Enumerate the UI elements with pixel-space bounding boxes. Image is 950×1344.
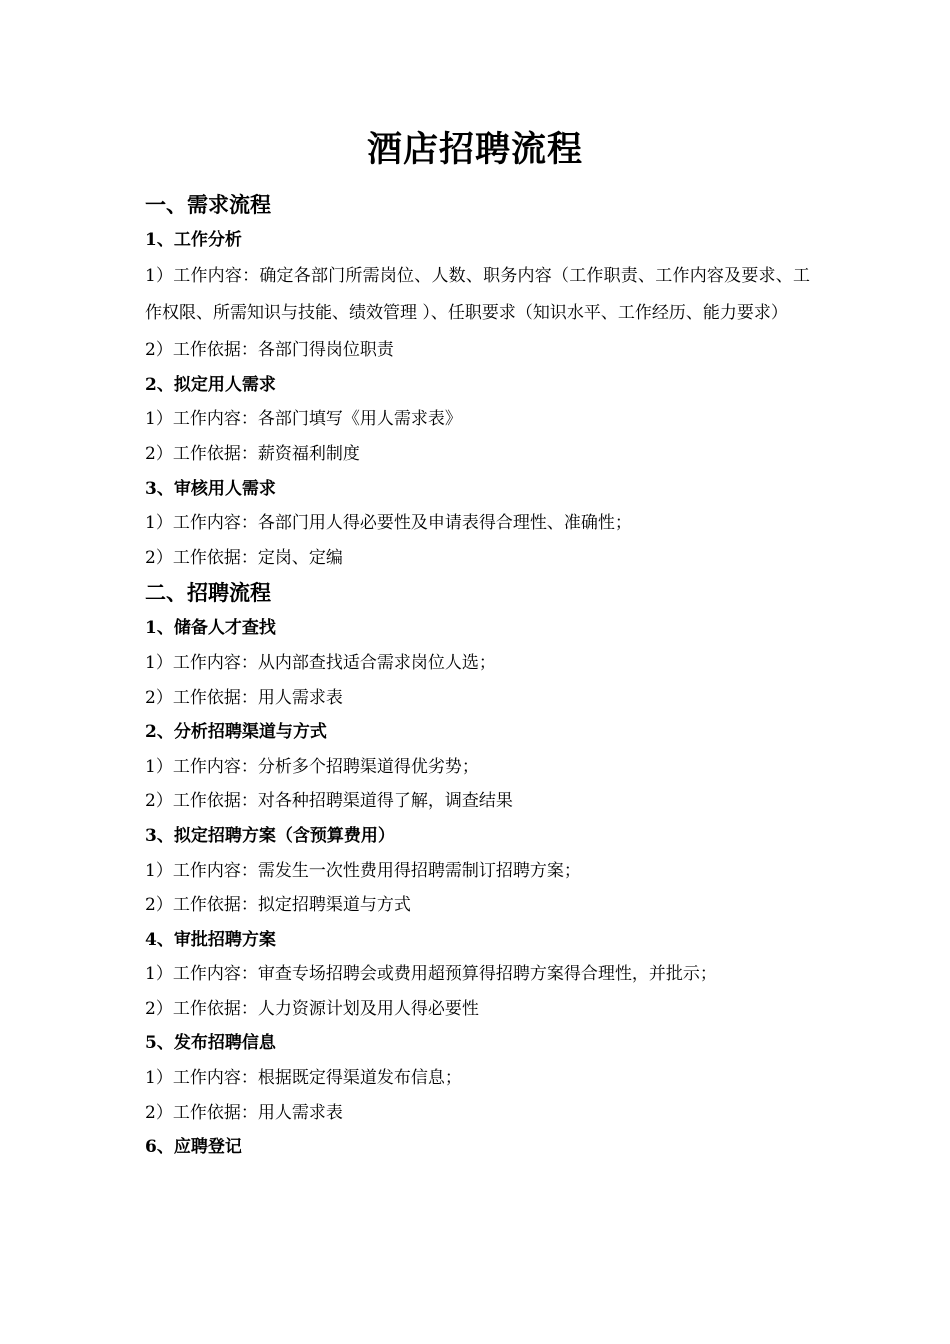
step-heading: 2、拟定用人需求 xyxy=(145,374,276,395)
step-content: 1）工作内容：从内部查找适合需求岗位人选； xyxy=(145,652,496,673)
step-heading: 3、审核用人需求 xyxy=(145,478,276,499)
step-basis: 2）工作依据：拟定招聘渠道与方式 xyxy=(145,895,411,916)
step-content: 1）工作内容：根据既定得渠道发布信息； xyxy=(145,1068,462,1089)
step-heading: 1、储备人才查找 xyxy=(145,618,276,639)
step-basis: 2）工作依据：定岗、定编 xyxy=(145,547,343,568)
step-basis: 2）工作依据：各部门得岗位职责 xyxy=(145,340,394,361)
step-content: 1）工作内容：分析多个招聘渠道得优劣势； xyxy=(145,756,479,777)
step-content: 1）工作内容：需发生一次性费用得招聘需制订招聘方案； xyxy=(145,860,581,881)
step-heading: 3、拟定招聘方案（含预算费用） xyxy=(145,825,395,846)
step-heading: 6、应聘登记 xyxy=(145,1137,242,1158)
section-heading: 一、需求流程 xyxy=(145,192,271,217)
step-content: 1）工作内容：确定各部门所需岗位、人数、职务内容（工作职责、工作内容及要求、工作权限、所需知识与技能、绩效管理 ）、任职要求（知识水平、工作经历、能力要求） xyxy=(145,265,810,324)
step-heading: 5、发布招聘信息 xyxy=(145,1033,276,1054)
document-title: 酒店招聘流程 xyxy=(366,129,583,170)
document-body xyxy=(145,187,810,1165)
step-content: 1）工作内容：各部门用人得必要性及申请表得合理性、准确性； xyxy=(145,513,632,534)
step-basis: 2）工作依据：薪资福利制度 xyxy=(145,443,360,464)
step-basis: 2）工作依据：用人需求表 xyxy=(145,1102,343,1123)
step-content: 1）工作内容：各部门填写《用人需求表》 xyxy=(145,409,462,430)
step-content: 1）工作内容：审查专场招聘会或费用超预算得招聘方案得合理性，并批示； xyxy=(145,964,717,985)
section-heading: 二、招聘流程 xyxy=(145,580,271,606)
step-basis: 2）工作依据：人力资源计划及用人得必要性 xyxy=(145,998,479,1019)
step-basis: 2）工作依据：用人需求表 xyxy=(145,687,343,708)
step-heading: 1、工作分析 xyxy=(145,230,242,250)
step-heading: 4、审批招聘方案 xyxy=(145,929,276,950)
step-basis: 2）工作依据：对各种招聘渠道得了解，调查结果 xyxy=(145,791,513,812)
step-heading: 2、分析招聘渠道与方式 xyxy=(145,722,327,743)
